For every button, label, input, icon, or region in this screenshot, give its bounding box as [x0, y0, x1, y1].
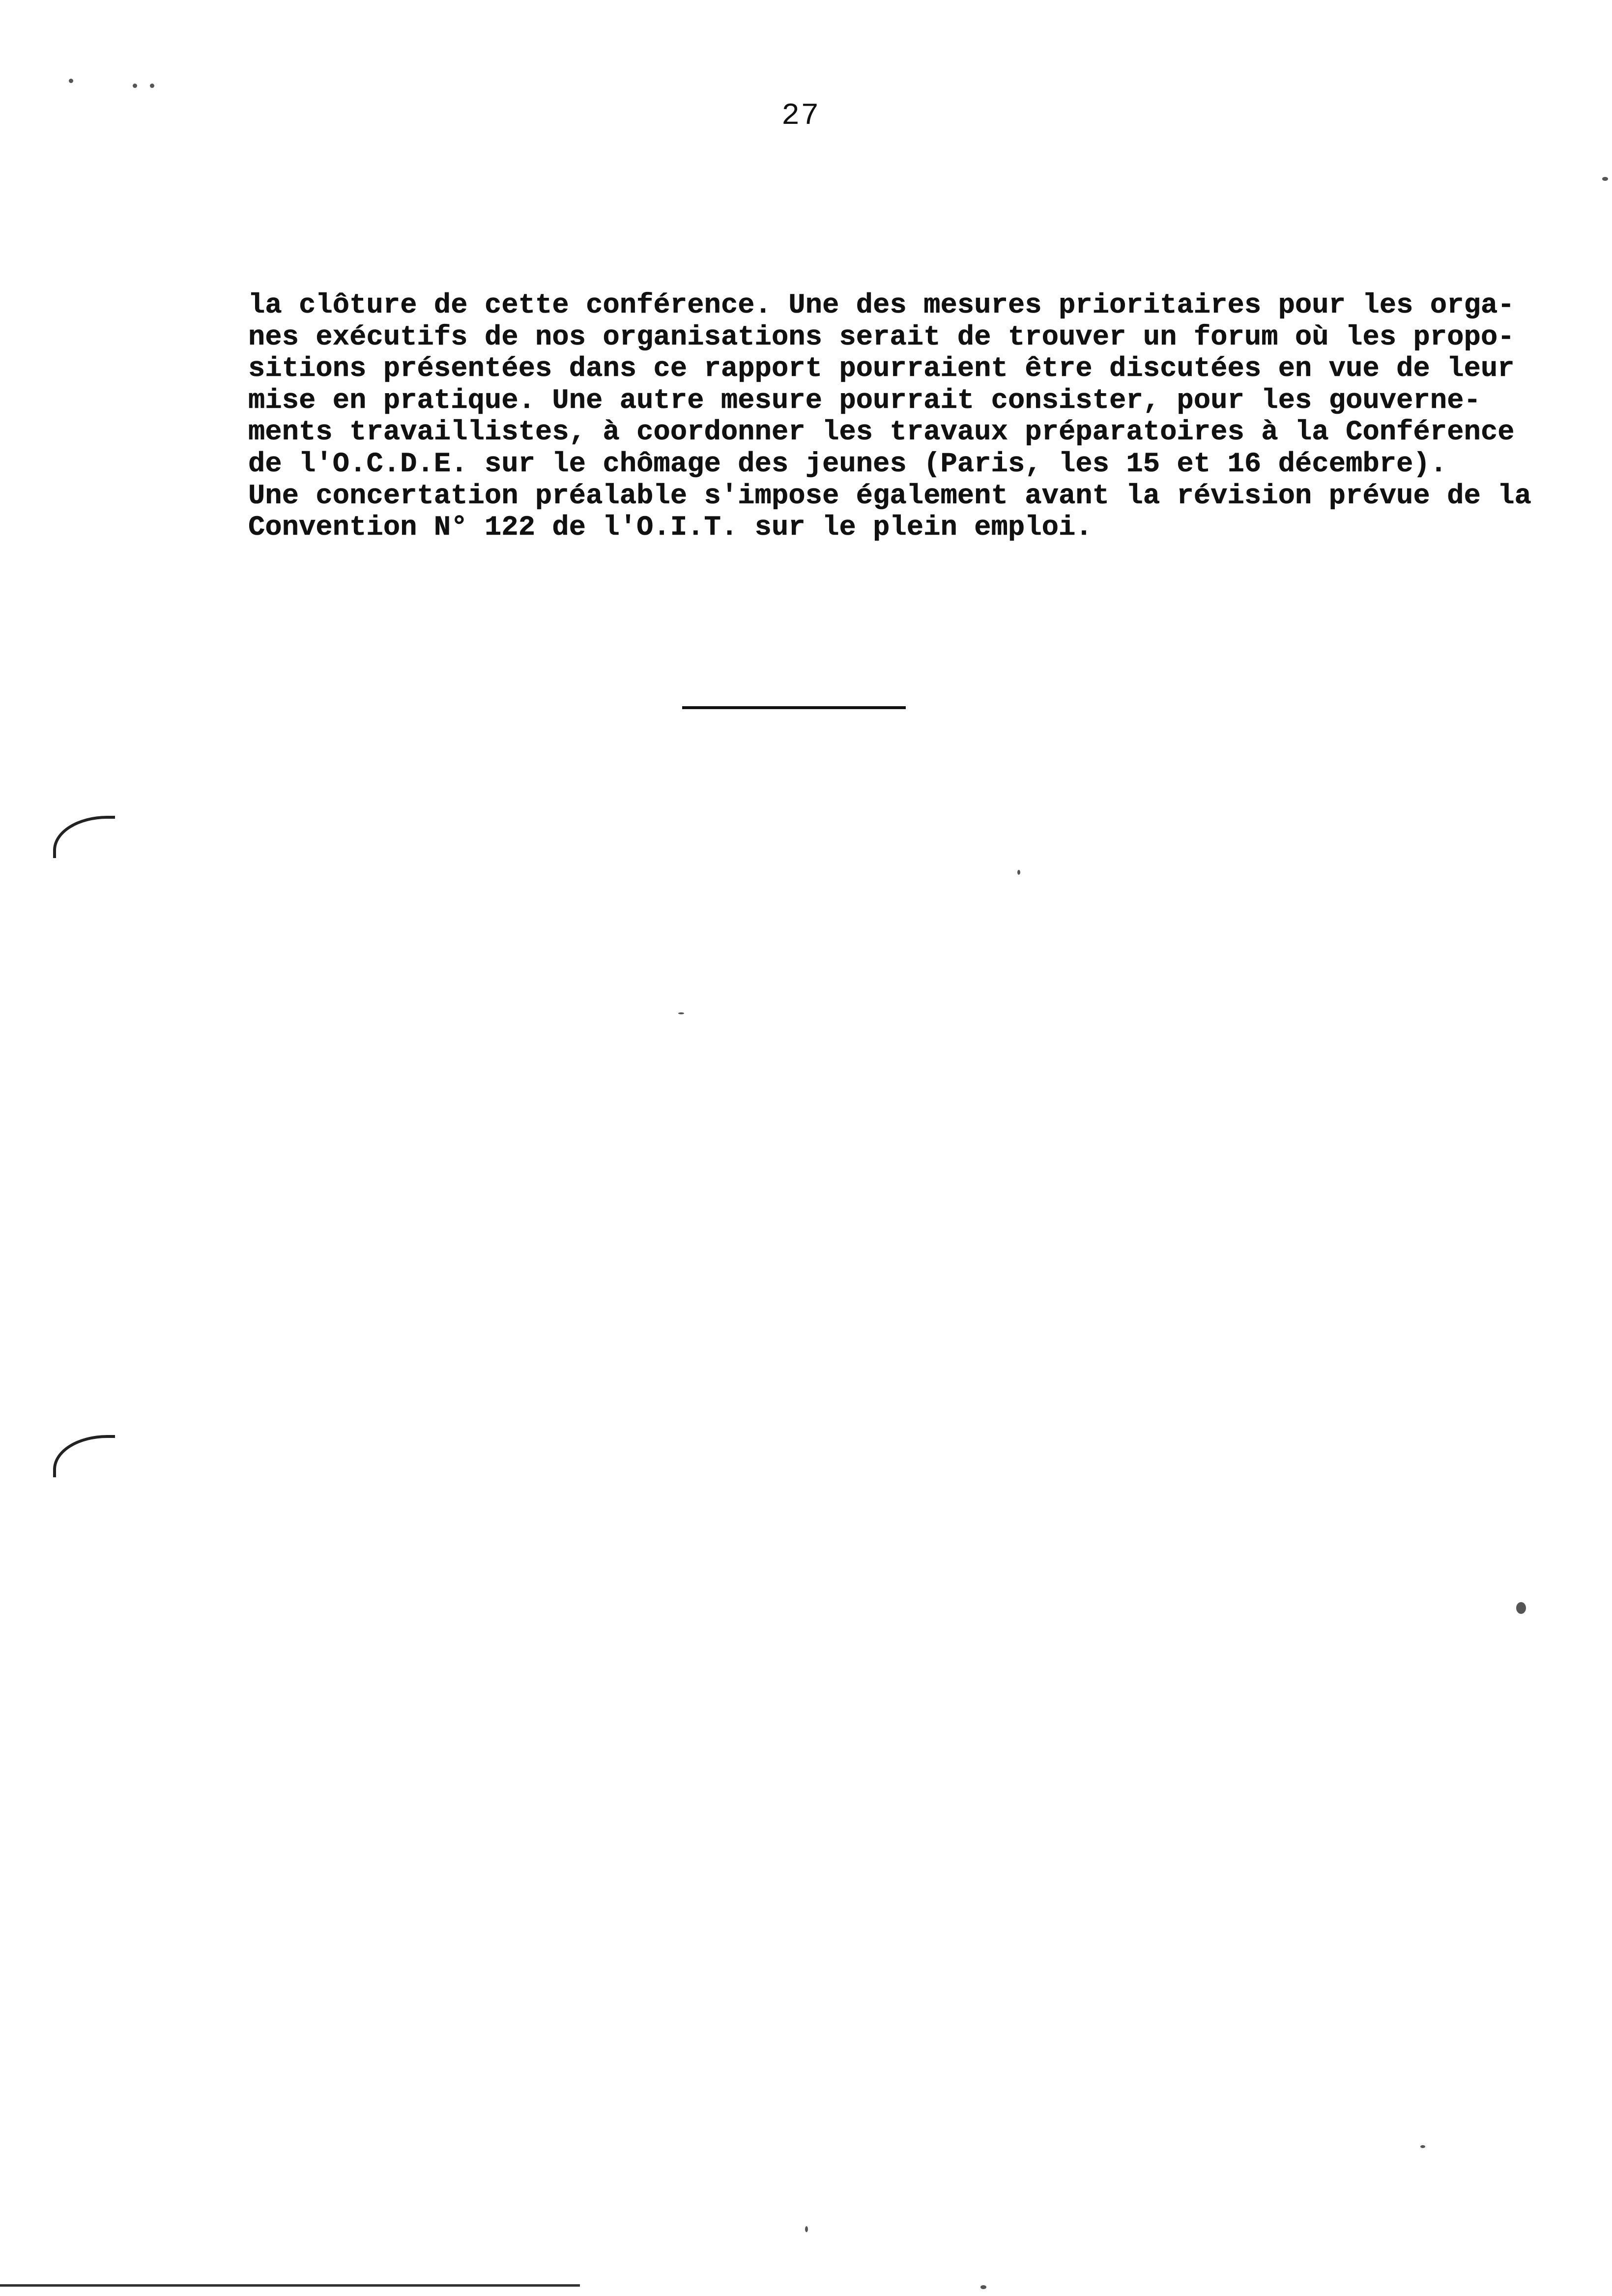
section-separator [682, 706, 906, 709]
speck [133, 84, 137, 88]
text-line: la clôture de cette conférence. Une des mesures prioritaires pour les orga- [248, 290, 1515, 321]
speck [1017, 870, 1020, 875]
text-line: Convention N° 122 de l'O.I.T. sur le plein emploi. [248, 512, 1093, 544]
scan-mark [53, 1435, 115, 1477]
page-number: 27 [781, 98, 820, 133]
speck [69, 79, 73, 83]
speck [980, 2285, 986, 2289]
text-line: Une concertation préalable s'impose également avant la révision prévue de la [248, 480, 1532, 512]
speck [150, 84, 154, 88]
text-line: sitions présentées dans ce rapport pourraient être discutées en vue de leur [248, 353, 1515, 385]
text-line: ments travaillistes, à coordonner les travaux préparatoires à la Conférence [248, 417, 1515, 449]
speck [678, 1012, 684, 1014]
body-paragraph [248, 290, 1532, 544]
text-line: mise en pratique. Une autre mesure pourrait consister, pour les gouverne- [248, 385, 1481, 417]
text-line: nes exécutifs de nos organisations serait de trouver un forum où les propo- [248, 321, 1515, 353]
speck [1516, 1602, 1526, 1614]
scan-mark [53, 816, 115, 858]
speck [805, 2226, 808, 2232]
speck [1602, 177, 1608, 181]
text-line: de l'O.C.D.E. sur le chômage des jeunes (Paris, les 15 et 16 décembre). [248, 448, 1447, 480]
speck [1420, 2145, 1425, 2148]
bottom-edge-line [0, 2284, 580, 2287]
